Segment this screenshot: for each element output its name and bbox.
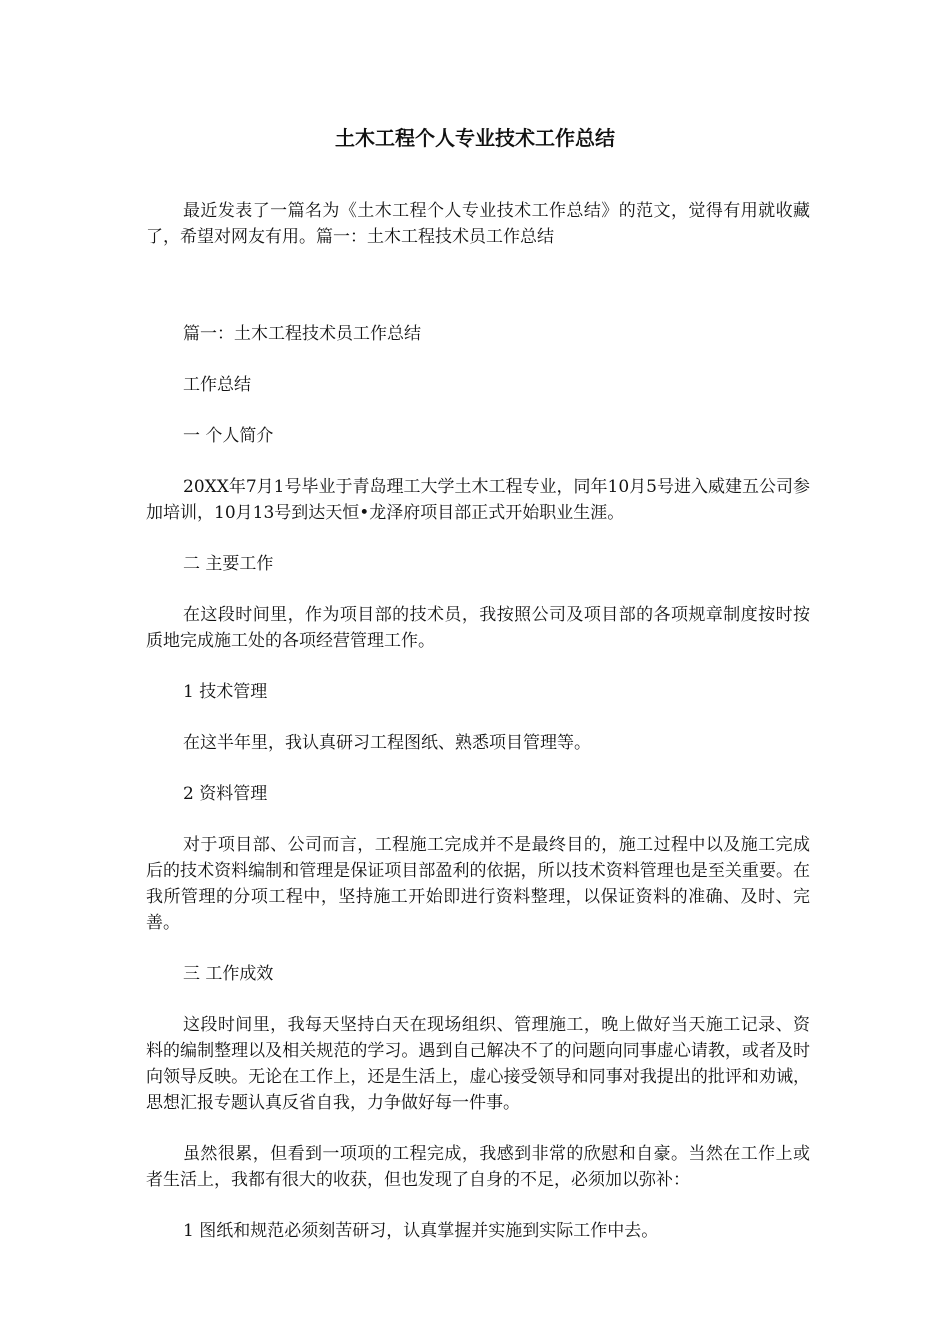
list-item: 1 图纸和规范必须刻苦研习，认真掌握并实施到实际工作中去。 [183,1221,659,1241]
body-paragraph: 在这段时间里，作为项目部的技术员，我按照公司及项目部的各项规章制度按时按质地完成施工处的各项经营管理工作。 [146,605,810,651]
body-paragraph: 虽然很累，但看到一项项的工程完成，我感到非常的欣慰和自豪。当然在工作上或者生活上，我都有很大的收获，但也发现了自身的不足，必须加以弥补： [146,1144,810,1190]
subsection-heading: 2 资料管理 [183,784,268,804]
section-heading: 三 工作成效 [183,964,274,984]
section-heading: 一 个人简介 [183,426,274,446]
chapter-heading: 篇一：土木工程技术员工作总结 [183,324,421,344]
subsection-heading: 1 技术管理 [183,682,268,702]
section-heading: 二 主要工作 [183,554,274,574]
document-body [146,198,810,1269]
body-paragraph: 这段时间里，我每天坚持白天在现场组织、管理施工，晚上做好当天施工记录、资料的编制整理以及相关规范的学习。遇到自己解决不了的问题向同事虚心请教，或者及时向领导反映。无论在工作上，还是生活上，虚心接受领导和同事对我提出的批评和劝诫，思想汇报专题认真反省自我，力争做好每一件事。 [146,1015,810,1113]
intro-paragraph: 最近发表了一篇名为《土木工程个人专业技术工作总结》的范文，觉得有用就收藏了，希望对网友有用。篇一：土木工程技术员工作总结 [146,201,810,247]
body-paragraph: 对于项目部、公司而言，工程施工完成并不是最终目的，施工过程中以及施工完成后的技术资料编制和管理是保证项目部盈利的依据，所以技术资料管理也是至关重要。在我所管理的分项工程中，坚持施工开始即进行资料整理，以保证资料的准确、及时、完善。 [146,835,810,933]
body-paragraph: 在这半年里，我认真研习工程图纸、熟悉项目管理等。 [183,733,591,753]
document-title: 土木工程个人专业技术工作总结 [335,126,615,150]
body-paragraph: 20XX年7月1号毕业于青岛理工大学土木工程专业，同年10月5号进入威建五公司参加培训，10月13号到达天恒•龙泽府项目部正式开始职业生涯。 [146,477,810,523]
section-heading: 工作总结 [183,375,251,395]
